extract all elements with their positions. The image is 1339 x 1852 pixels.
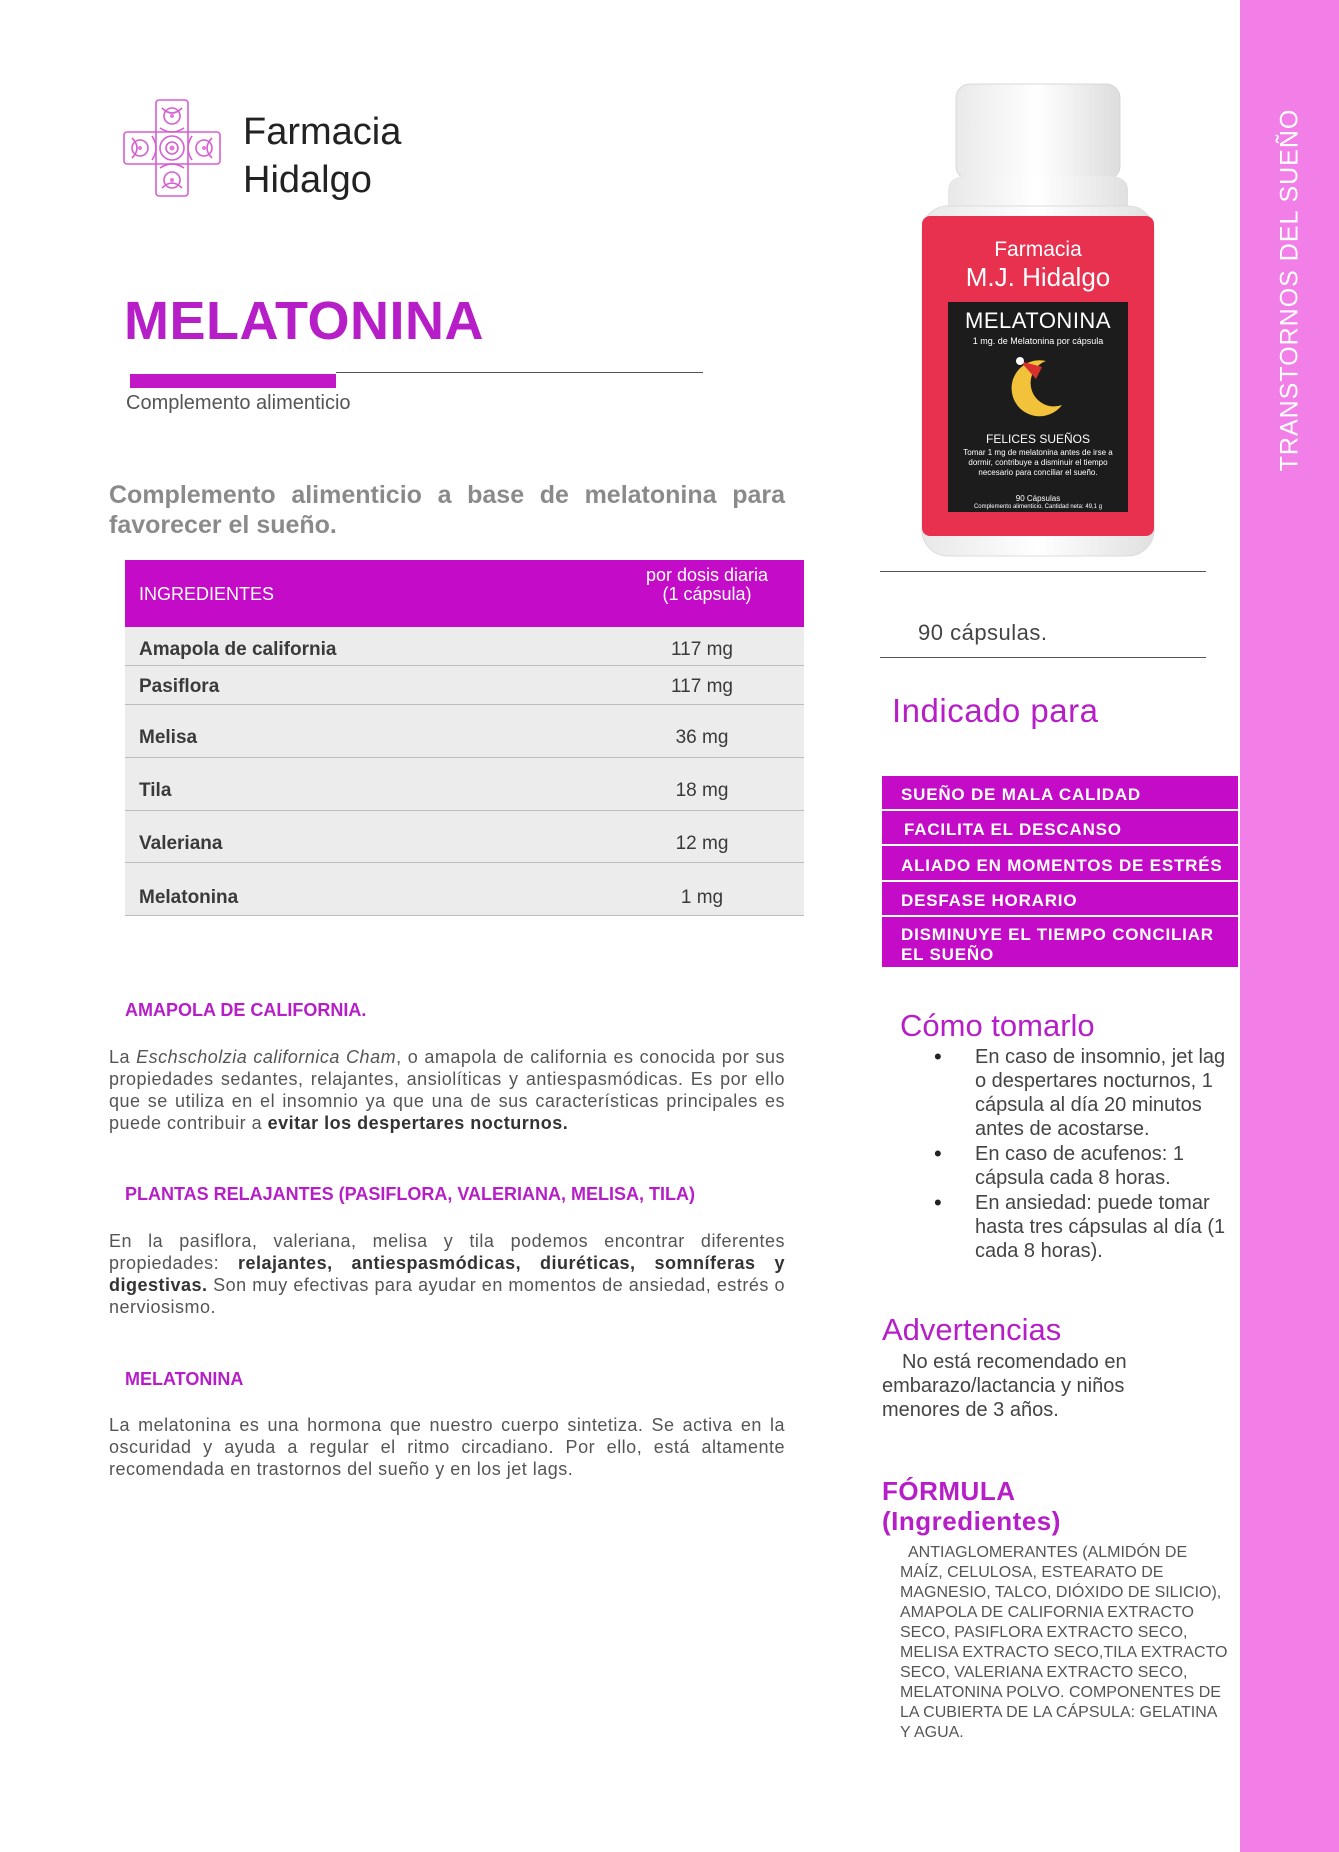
formula-text: ANTIAGLOMERANTES (ALMIDÓN DE MAÍZ, CELULOSA, ESTEARATO DE MAGNESIO, TALCO, DIÓXIDO DE SILICIO), AMAPOLA DE CALIFORNIA EXTRACTO SECO, PASIFLORA EXTRACTO SECO, MELISA EXTRACTO SECO,TILA EXTRACTO SECO, VALERIANA EXTRACTO SECO, MELATONINA POLVO. COMPONENTES DE LA CUBIERTA DE LA CÁPSULA: GELATINA Y AGUA.: [900, 1544, 1228, 1741]
section-heading-plantas: PLANTAS RELAJANTES (PASIFLORA, VALERIANA, MELISA, TILA): [125, 1184, 695, 1204]
ingredient-name: Tila: [139, 780, 172, 801]
bottle-net: Complemento alimenticio. Cantidad neta: 49,1 g: [973, 504, 1103, 510]
formula-heading: FÓRMULA (Ingredientes): [882, 1476, 1061, 1536]
table-row: [125, 811, 804, 863]
product-intro: Complemento alimenticio a base de melatonina para favorecer el sueño.: [109, 481, 785, 539]
table-row: [125, 666, 804, 705]
brand-name: Farmacia Hidalgo: [243, 111, 402, 201]
bottle-dose: 1 mg. de Melatonina por cápsula: [972, 336, 1104, 346]
divider: [880, 657, 1206, 658]
table-row: [125, 627, 804, 666]
table-header-dose: por dosis diaria (1 cápsula): [645, 565, 769, 604]
indication-item: DESFASE HORARIO: [882, 882, 1238, 917]
product-subtitle: Complemento alimenticio: [126, 392, 351, 414]
advertencias-text: No está recomendado en embarazo/lactancia y niños menores de 3 años.: [882, 1351, 1127, 1421]
product-bottle-image: [918, 80, 1158, 562]
list-item: • En caso de insomnio, jet lag o despertares nocturnos, 1 cápsula al día 20 minutos antes de acostarse.: [920, 1045, 1235, 1141]
section-heading-amapola: AMAPOLA DE CALIFORNIA.: [125, 1000, 367, 1020]
table-header: [125, 560, 804, 627]
ingredient-name: Valeriana: [139, 833, 223, 854]
indication-item: ALIADO EN MOMENTOS DE ESTRÉS: [882, 846, 1238, 882]
table-row: [125, 705, 804, 758]
ingredient-value: 117 mg: [671, 639, 733, 660]
pharmacy-cross-logo: [122, 98, 222, 198]
divider: [880, 571, 1206, 572]
bottle-product-name: MELATONINA: [965, 308, 1111, 333]
indication-item: DISMINUYE EL TIEMPO CONCILIAR EL SUEÑO: [882, 917, 1238, 969]
ingredient-name: Pasiflora: [139, 676, 220, 697]
ingredient-name: Melisa: [139, 727, 198, 748]
indication-item: FACILITA EL DESCANSO: [882, 811, 1238, 846]
title-underline-accent: [130, 374, 336, 388]
como-list: [920, 1045, 1235, 1264]
section-text-amapola: La Eschscholzia californica Cham, o amapola de california es conocida por sus propiedades sedantes, relajantes, ansiolíticas y antiespasmódicas. Es por ello que se utiliza en el insomnio ya que una de sus características principales es puede contribuir a evitar los despertares nocturnos.: [109, 1047, 785, 1133]
title-underline: [336, 372, 703, 373]
ingredient-value: 1 mg: [680, 887, 724, 908]
section-text-melatonina: La melatonina es una hormona que nuestro cuerpo sintetiza. Se activa en la oscuridad y ayuda a regular el ritmo circadiano. Por ello, está altamente recomendada en trastornos del sueño y en los jet lags.: [109, 1415, 785, 1479]
bottle-brand-1: Farmacia: [994, 238, 1082, 261]
ingredient-value: 36 mg: [675, 727, 729, 748]
como-heading: Cómo tomarlo: [900, 1008, 1095, 1043]
product-title: MELATONINA: [124, 291, 484, 351]
section-heading-melatonina: MELATONINA: [125, 1369, 244, 1389]
bottle-count: 90 Cápsulas: [1015, 494, 1061, 503]
ingredient-value: 117 mg: [671, 676, 733, 697]
ingredient-value: 18 mg: [675, 780, 729, 801]
bottle-brand-2: M.J. Hidalgo: [965, 262, 1111, 292]
ingredient-value: 12 mg: [675, 833, 729, 854]
ingredient-name: Melatonina: [139, 887, 239, 908]
table-row: [125, 758, 804, 811]
section-text-plantas: En la pasiflora, valeriana, melisa y tila podemos encontrar diferentes propiedades: relajantes, antiespasmódicas, diuréticas, somníferas y digestivas. Son muy efectivas para ayudar en momentos de ansiedad, estrés o nerviosismo.: [109, 1231, 785, 1317]
bottle-usage: Tomar 1 mg de melatonina antes de irse a dormir, contribuye a disminuir el tiempo necesario para conciliar el sueño.: [963, 448, 1113, 477]
moon-icon: [1006, 355, 1070, 419]
indicado-heading: Indicado para: [892, 692, 1099, 729]
ingredient-name: Amapola de california: [139, 639, 337, 660]
capsule-count: 90 cápsulas.: [918, 620, 1048, 645]
advertencias-heading: Advertencias: [882, 1312, 1062, 1347]
bottle-tagline: FELICES SUEÑOS: [985, 432, 1091, 446]
ingredients-table: [125, 560, 804, 915]
list-item: • En ansiedad: puede tomar hasta tres cápsulas al día (1 cada 8 horas).: [920, 1191, 1235, 1263]
indication-item: SUEÑO DE MALA CALIDAD: [882, 776, 1238, 811]
list-item: • En caso de acufenos: 1 cápsula cada 8 horas.: [920, 1142, 1235, 1190]
table-row: [125, 863, 804, 916]
side-label: TRANSTORNOS DEL SUEÑO: [1275, 108, 1303, 472]
table-header-ingredients: INGREDIENTES: [139, 584, 275, 604]
